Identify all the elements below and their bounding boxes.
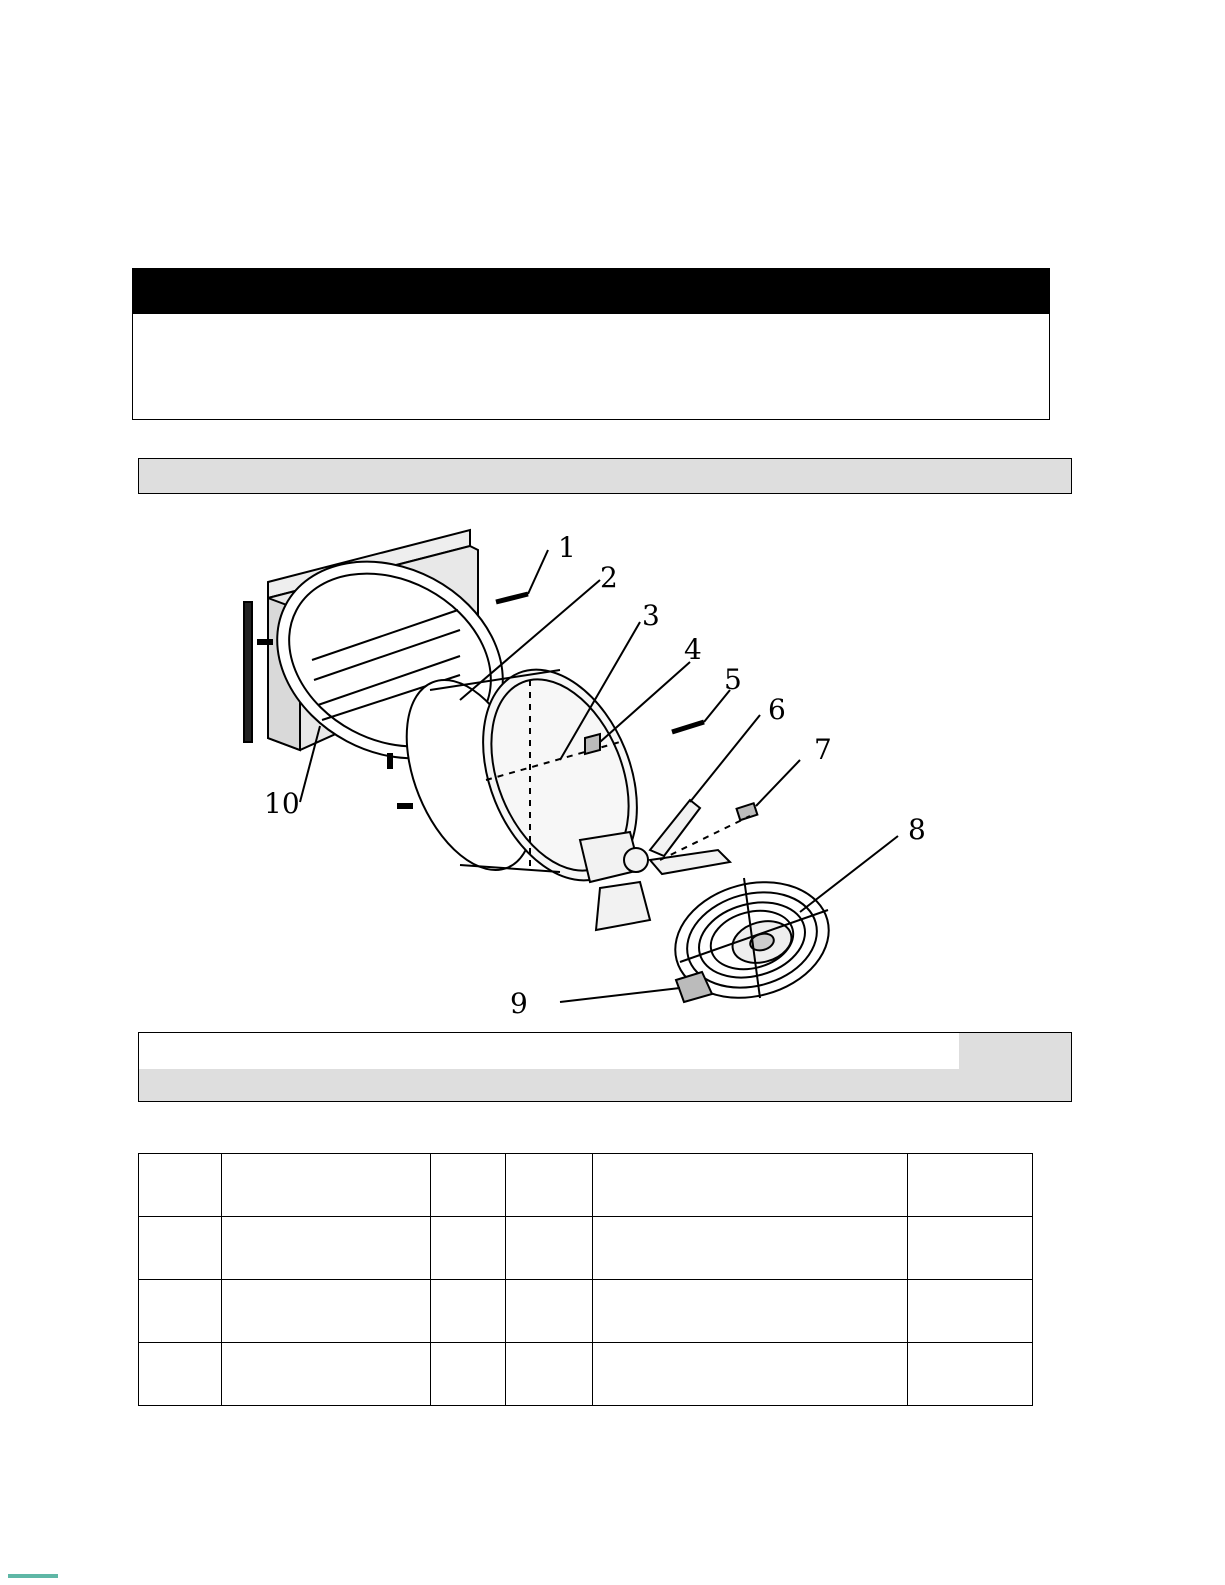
parts-list-header-bar	[138, 1032, 1072, 1102]
table-row	[139, 1280, 1033, 1343]
table-row	[139, 1217, 1033, 1280]
housing-left-flange	[244, 602, 252, 742]
callout-2: 2	[600, 561, 618, 594]
screw-7	[737, 760, 800, 820]
callout-7: 7	[814, 733, 832, 766]
parts-table	[138, 1153, 1033, 1406]
warning-header	[133, 269, 1049, 314]
screw-5	[672, 690, 730, 732]
screw-1	[496, 550, 548, 602]
callout-3: 3	[642, 599, 660, 632]
callout-4: 4	[684, 633, 702, 666]
table-row	[139, 1154, 1033, 1217]
table-row	[139, 1343, 1033, 1406]
section-header-bar	[138, 458, 1072, 494]
callout-8: 8	[908, 813, 926, 846]
callout-6: 6	[768, 693, 786, 726]
warning-box	[132, 268, 1050, 420]
page-footer-mark	[8, 1574, 58, 1578]
callout-9: 9	[510, 987, 528, 1020]
callout-10: 10	[264, 787, 300, 820]
callout-5: 5	[724, 663, 742, 696]
fan-guard-motor	[662, 866, 842, 1015]
callout-1: 1	[558, 531, 576, 564]
exploded-parts-diagram	[0, 510, 1225, 1030]
